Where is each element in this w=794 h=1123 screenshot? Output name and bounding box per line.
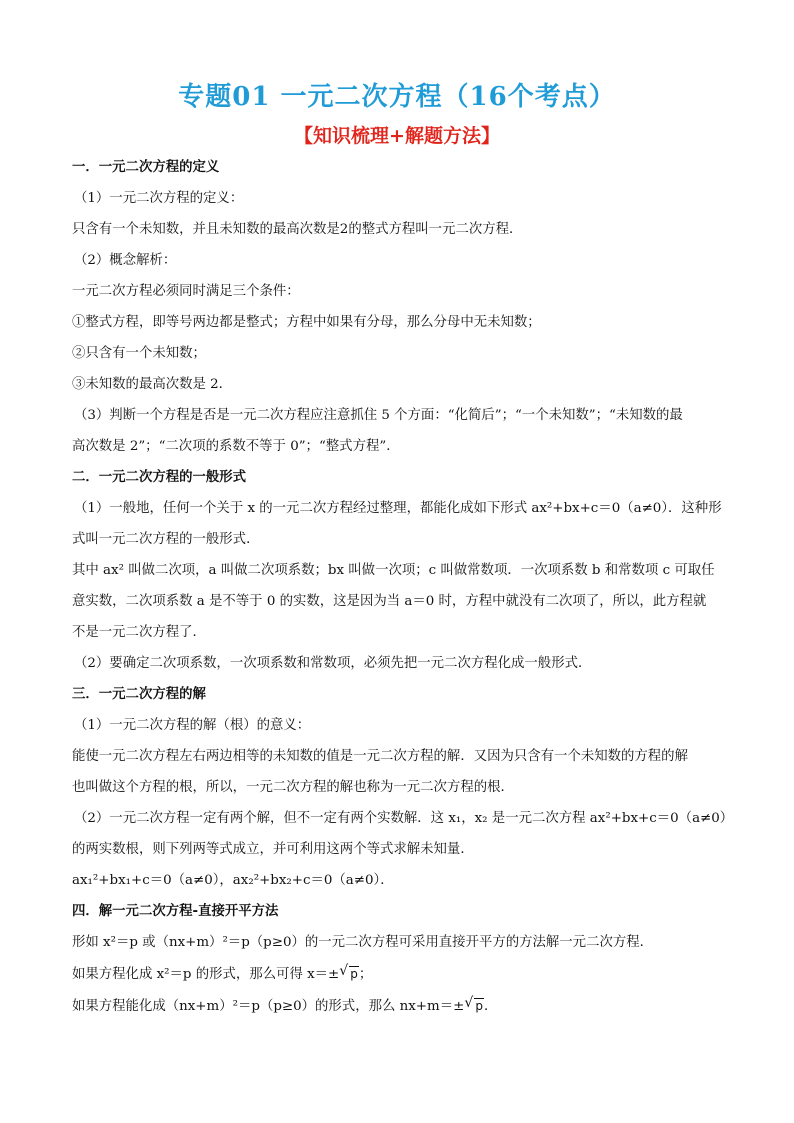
paragraph-line: （1）一元二次方程的定义：: [74, 191, 244, 206]
paragraph-line: 也叫做这个方程的根，所以，一元二次方程的解也称为一元二次方程的根．: [72, 780, 514, 795]
paragraph-line: [72, 996, 732, 1017]
paragraph-line: 一元二次方程必须同时满足三个条件：: [72, 284, 300, 299]
paragraph-line: 式叫一元二次方程的一般形式．: [72, 532, 260, 547]
radical-sign-icon: √: [339, 963, 349, 979]
paragraph-line: （2）一元二次方程一定有两个解，但不一定有两个实数解．这 x₁，x₂ 是一元二次方程 ax²+bx+c＝0（a≠0）: [74, 811, 734, 826]
paragraph-text: ．: [483, 999, 498, 1014]
paragraph-line: 的两实数根，则下列两等式成立，并可利用这两个等式求解未知量．: [72, 842, 474, 857]
paragraph-line: （1）一般地，任何一个关于 x 的一元二次方程经过整理，都能化成如下形式 ax²+bx+c＝0（a≠0）．这种形: [74, 501, 722, 516]
document-body: [72, 158, 732, 1028]
paragraph-line: 形如 x²＝p 或（nx+m）²＝p（p≥0）的一元二次方程可采用直接开平方的方法解一元二次方程．: [72, 935, 654, 950]
square-root: [464, 996, 484, 1017]
paragraph-text: ；: [358, 967, 373, 982]
paragraph-text: 如果方程化成 x²＝p 的形式，那么可得 x＝±: [72, 967, 340, 982]
paragraph-line: [72, 964, 732, 985]
section-heading-1: 一．一元二次方程的定义: [72, 160, 220, 175]
paragraph-line: （2）概念解析：: [74, 253, 177, 268]
radicand: p: [475, 999, 483, 1013]
paragraph-line: 能使一元二次方程左右两边相等的未知数的值是一元二次方程的解．又因为只含有一个未知数的方程的解: [72, 749, 688, 764]
paragraph-line: （2）要确定二次项系数，一次项系数和常数项，必须先把一元二次方程化成一般形式．: [74, 656, 592, 671]
radicand: p: [350, 967, 358, 981]
paragraph-text: 如果方程能化成（nx+m）²＝p（p≥0）的形式，那么 nx+m＝±: [72, 999, 465, 1014]
paragraph-line: 不是一元二次方程了．: [72, 625, 206, 640]
square-root: [339, 964, 359, 985]
paragraph-line: ②只含有一个未知数；: [72, 346, 206, 361]
paragraph-line: ③未知数的最高次数是 2．: [72, 377, 233, 392]
paragraph-line: （1）一元二次方程的解（根）的意义：: [74, 718, 311, 733]
paragraph-line: ①整式方程，即等号两边都是整式；方程中如果有分母，那么分母中无未知数；: [72, 315, 541, 330]
paragraph-line: 只含有一个未知数，并且未知数的最高次数是2的整式方程叫一元二次方程．: [72, 222, 523, 237]
paragraph-line: 意实数，二次项系数 a 是不等于 0 的实数，这是因为当 a＝0 时，方程中就没有二次项了，所以，此方程就: [72, 594, 707, 609]
section-heading-3: 三．一元二次方程的解: [72, 687, 206, 702]
page-subtitle: 【知识梳理+解题方法】: [294, 125, 500, 147]
paragraph-line: （3）判断一个方程是否是一元二次方程应注意抓住 5 个方面：“化简后”；“一个未知数”；“未知数的最: [74, 408, 683, 423]
page-title: 专题01 一元二次方程（16个考点）: [178, 82, 616, 112]
formula-line: ax₁²+bx₁+c＝0（a≠0），ax₂²+bx₂+c＝0（a≠0）．: [72, 873, 394, 888]
section-heading-4: 四．解一元二次方程-直接开平方法: [72, 904, 279, 919]
paragraph-line: 其中 ax² 叫做二次项，a 叫做二次项系数；bx 叫做一次项；c 叫做常数项．一次项系数 b 和常数项 c 可取任: [72, 563, 715, 578]
section-heading-2: 二．一元二次方程的一般形式: [72, 470, 247, 485]
paragraph-line: 高次数是 2”；“二次项的系数不等于 0”；“整式方程”．: [72, 439, 400, 454]
radical-sign-icon: √: [464, 995, 474, 1011]
